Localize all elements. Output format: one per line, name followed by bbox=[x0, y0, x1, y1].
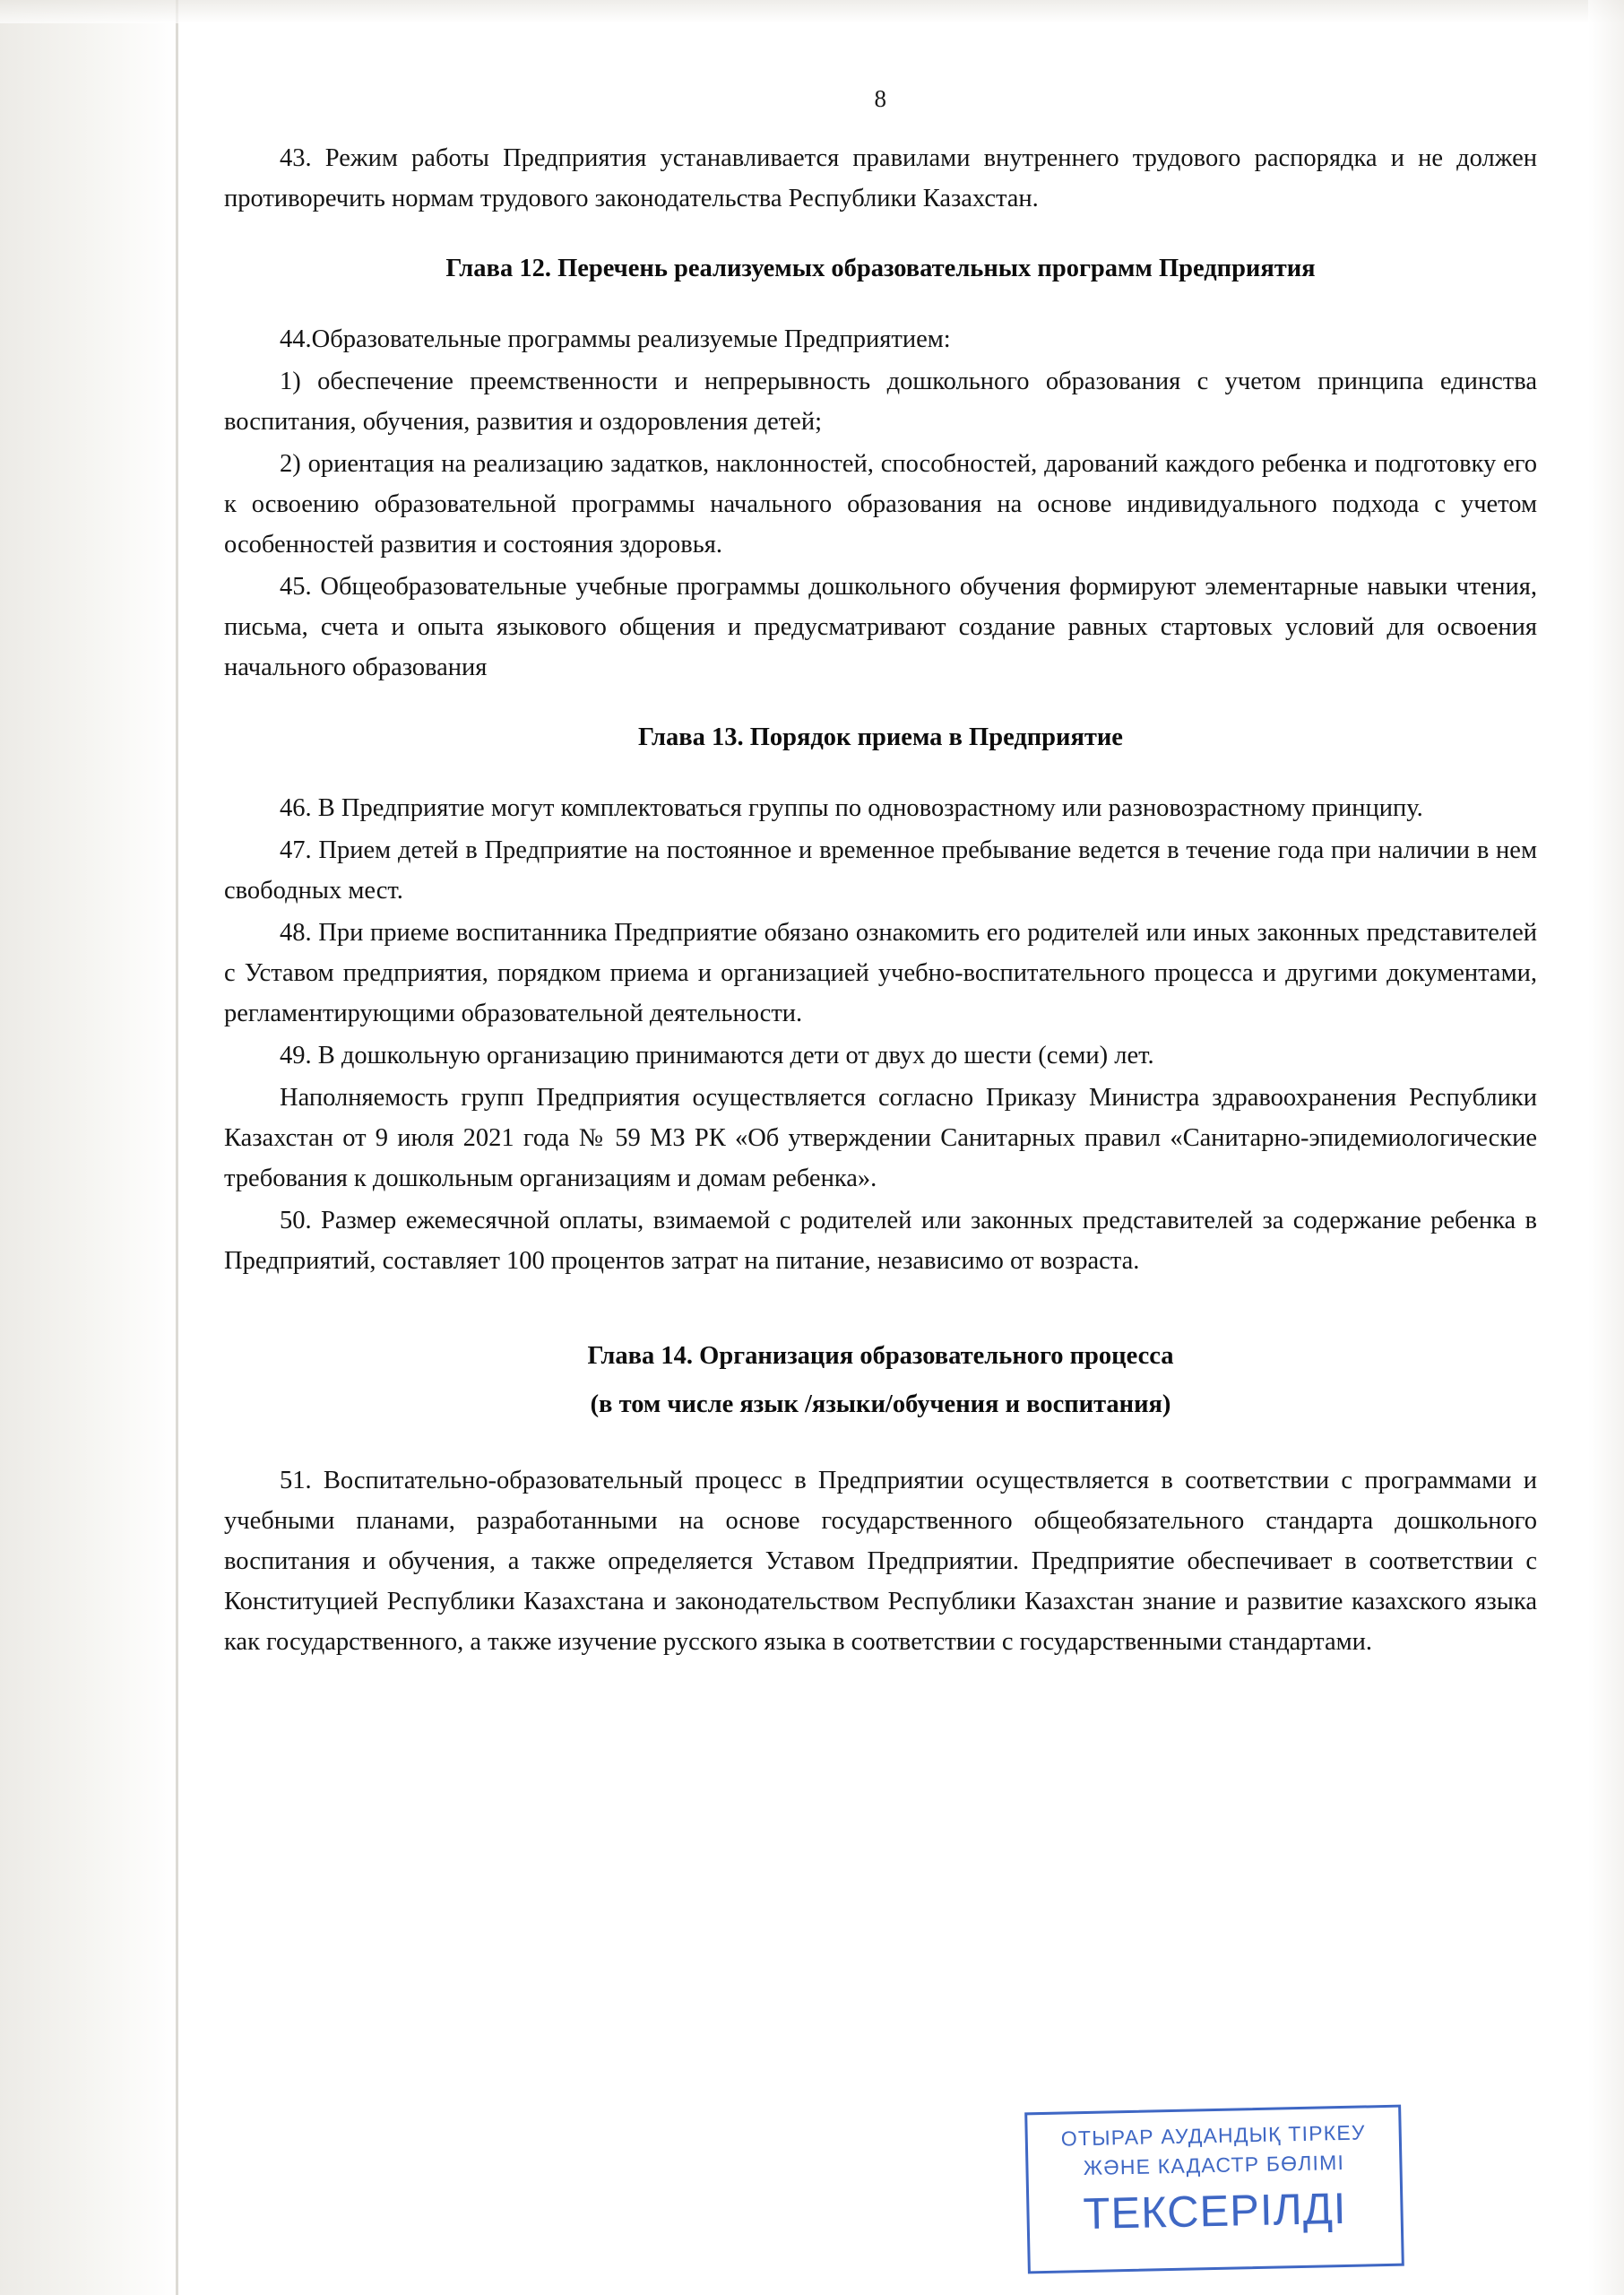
heading-chapter-13: Глава 13. Порядок приема в Предприятие bbox=[638, 723, 1123, 751]
para-47: 47. Прием детей в Предприятие на постоянное и временное пребывание ведется в течение года при наличии в нем свободных мест. bbox=[224, 836, 1537, 905]
stamp-line-2: ЖӘНЕ КАДАСТР БӨЛІМІ bbox=[1083, 2150, 1345, 2180]
page-number: 8 bbox=[874, 85, 887, 112]
page-top-shadow bbox=[0, 0, 1624, 23]
para-46: 46. В Предприятие могут комплектоваться группы по одновозрастному или разновозрастному принципу. bbox=[280, 794, 1423, 822]
para-45: 45. Общеобразовательные учебные программы дошкольного обучения формируют элементарные навыки чтения, письма, счета и опыта языкового общения и предусматривают создание равных стартовых условий для освоения начального образования bbox=[224, 573, 1537, 681]
page-binding-line bbox=[176, 0, 178, 2295]
para-43: 43. Режим работы Предприятия устанавливается правилами внутреннего трудового распорядка и не должен противоречить нормам трудового законодательства Республики Казахстан. bbox=[224, 144, 1537, 212]
document-body bbox=[224, 85, 1537, 1664]
para-50: 50. Размер ежемесячной оплаты, взимаемой с родителей или законных представителей за содержание ребенка в Предприятий, составляет 100 процентов затрат на питание, независимо от возраста. bbox=[224, 1207, 1537, 1275]
heading-chapter-14-subtitle: (в том числе язык /языки/обучения и воспитания) bbox=[590, 1390, 1171, 1418]
para-44-item-2: 2) ориентация на реализацию задатков, наклонностей, способностей, дарований каждого ребенка и подготовку его к освоению образовательной программы начального образования на основе индивидуального подхода с учетом особенностей развития и состояния здоровья. bbox=[224, 450, 1537, 559]
para-napolnyaemost: Наполняемость групп Предприятия осуществляется согласно Приказу Министра здравоохранения Республики Казахстан от 9 июля 2021 года № 59 МЗ РК «Об утверждении Санитарных правил «Санитарно-эпидемиологические требования к дошкольным организациям и домам ребенка». bbox=[224, 1084, 1537, 1192]
para-49: 49. В дошкольную организацию принимаются дети от двух до шести (семи) лет. bbox=[280, 1042, 1154, 1070]
para-48: 48. При приеме воспитанника Предприятие обязано ознакомить его родителей или иных законных представителей с Уставом предприятия, порядком приема и организацией учебно-воспитательного процесса и другими документами, регламентирующими образовательной деятельности. bbox=[224, 919, 1537, 1027]
stamp-line-1: ОТЫРАР АУДАНДЫҚ ТІРКЕУ bbox=[1060, 2120, 1366, 2151]
para-51: 51. Воспитательно-образовательный процесс в Предприятии осуществляется в соответствии с программами и учебными планами, разработанными на основе государственного общеобязательного стандарта дошкольного воспитания и обучения, а также определяется Уставом Предприятии. Предприятие обеспечивает в соответствии с Конституцией Республики Казахстана и законодательством Республики Казахстан знание и развитие казахского языка как государственного, а также изучение русского языка в соответствии с государственными стандартами. bbox=[224, 1467, 1537, 1656]
para-44-item-1: 1) обеспечение преемственности и непрерывность дошкольного образования с учетом принципа единства воспитания, обучения, развития и оздоровления детей; bbox=[224, 368, 1537, 436]
stamp-line-3: ТЕКСЕРІЛДІ bbox=[1083, 2184, 1348, 2239]
para-44: 44.Образовательные программы реализуемые Предприятием: bbox=[280, 325, 951, 353]
heading-chapter-12: Глава 12. Перечень реализуемых образовательных программ Предприятия bbox=[445, 255, 1316, 282]
heading-chapter-14: Глава 14. Организация образовательного процесса bbox=[587, 1342, 1174, 1370]
bleed-through-text bbox=[18, 117, 170, 2178]
page-right-shadow bbox=[1588, 0, 1624, 2295]
registration-stamp bbox=[1024, 2105, 1404, 2274]
